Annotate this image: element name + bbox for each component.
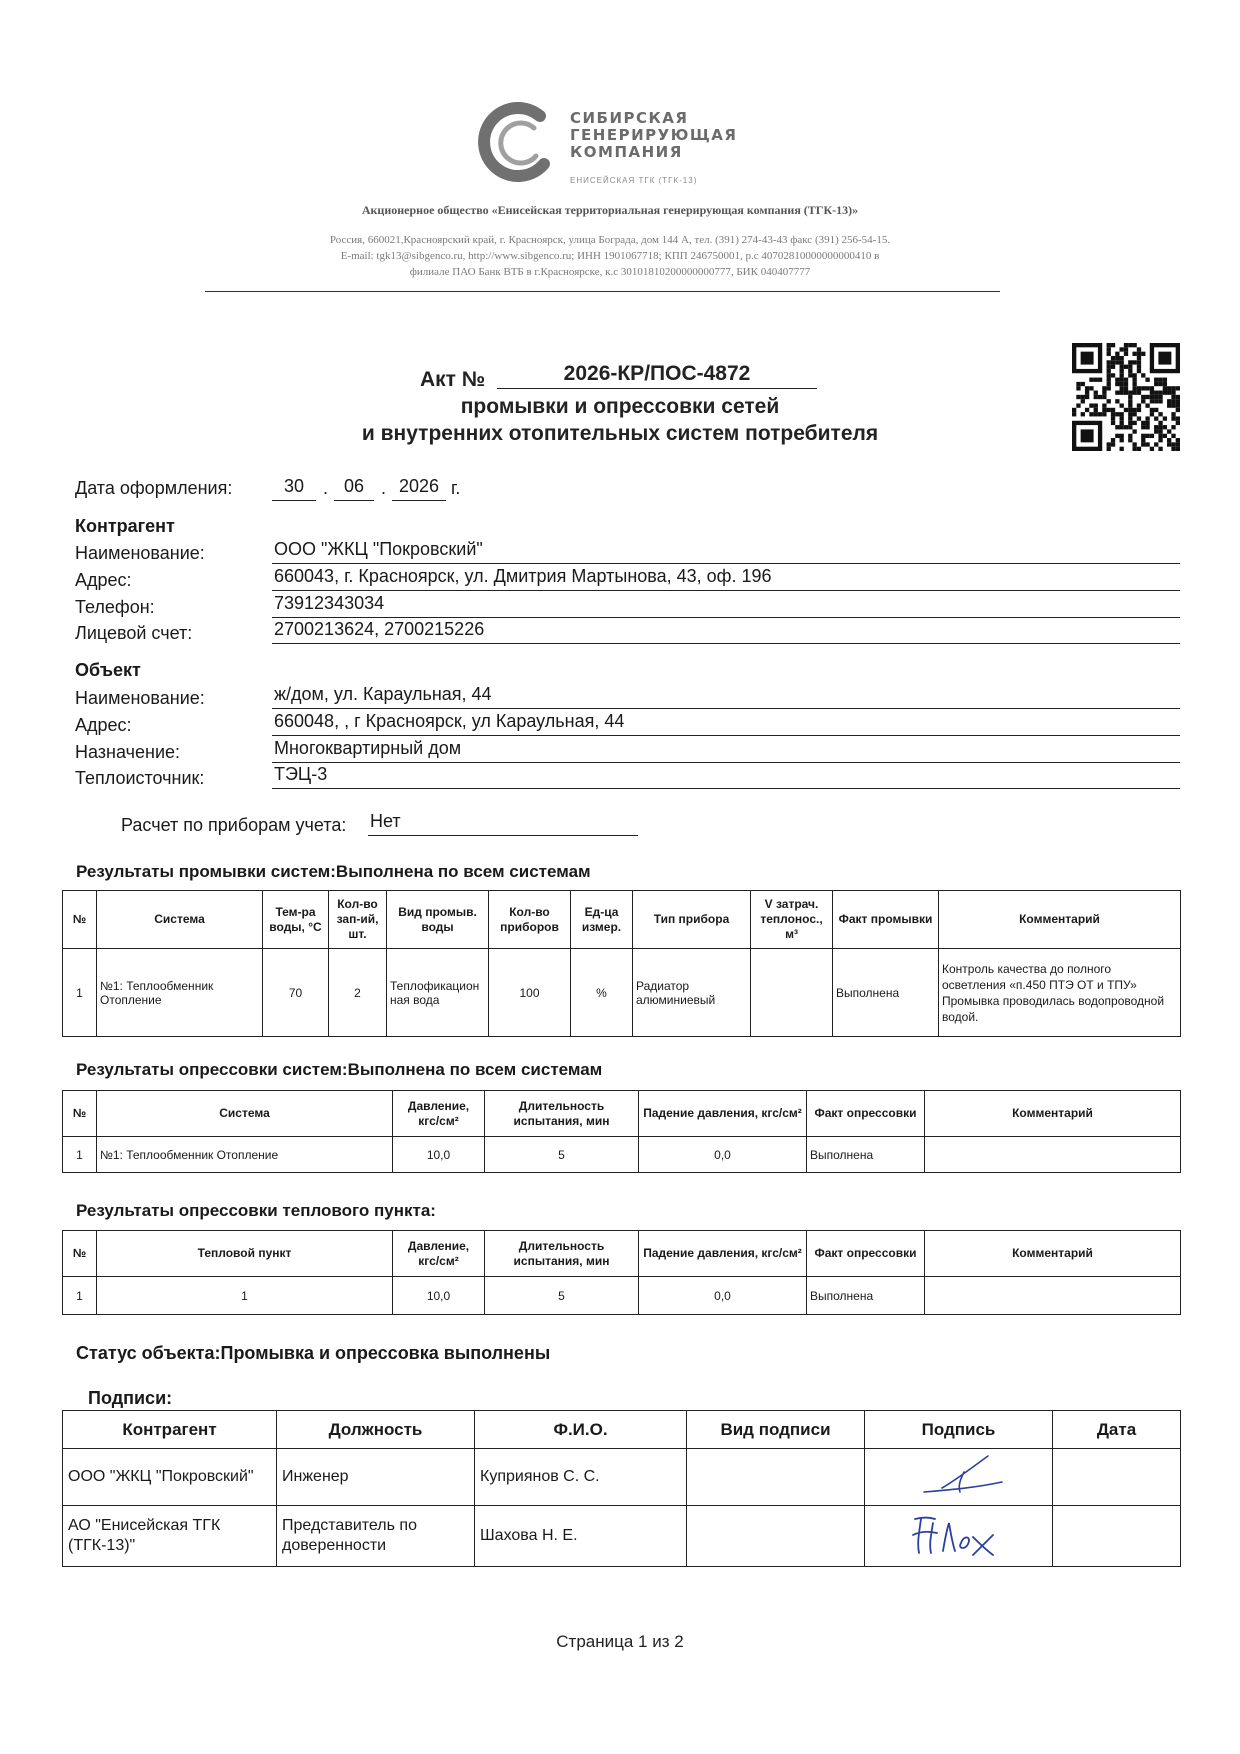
signatures-header-row: [63, 1411, 1181, 1449]
col-pressure: Давление, кгс/см²: [393, 1091, 485, 1137]
col-date: Дата: [1053, 1411, 1181, 1449]
cell-signature-kind: [687, 1449, 865, 1506]
cell-count: 2: [329, 949, 387, 1037]
cell-pressure: 10,0: [393, 1137, 485, 1173]
col-water: Вид промыв. воды: [387, 891, 489, 949]
heat-point-section-title: Результаты опрессовки теплового пункта:: [76, 1201, 436, 1220]
object-status: Статус объекта:Промывка и опрессовка выполнены: [76, 1343, 551, 1363]
cell-fact: Выполнена: [807, 1277, 925, 1315]
cell-num: 1: [63, 1277, 97, 1315]
cell-system: №1: Теплообменник Отопление: [97, 1137, 393, 1173]
pressure-table: [62, 1090, 1181, 1173]
cell-system: №1: Теплообменник Отопление: [97, 949, 263, 1037]
col-fact: Факт опрессовки: [807, 1091, 925, 1137]
object-section-title: Объект: [75, 660, 141, 680]
cell-signature: [865, 1506, 1053, 1567]
qr-code-icon: [1072, 343, 1180, 451]
contractor-account-value: 2700213624, 2700215226: [272, 619, 1180, 644]
date-year: 2026: [392, 476, 446, 501]
contractor-address-label: Адрес:: [75, 570, 132, 590]
date-sep-1: .: [323, 478, 329, 498]
cell-comment: Контроль качества до полного осветления «п.450 ПТЭ ОТ и ТПУ» Промывка проводилась водопроводной водой.: [939, 949, 1181, 1037]
flushing-section-title: Результаты промывки систем:Выполнена по всем системам: [76, 862, 591, 881]
flushing-table: [62, 890, 1181, 1037]
cell-point: 1: [97, 1277, 393, 1315]
cell-fio: Куприянов С. С.: [475, 1449, 687, 1506]
cell-devices: 100: [489, 949, 571, 1037]
date-day: 30: [272, 476, 316, 501]
metering-value: Нет: [368, 811, 638, 836]
pressure-section-title: Результаты опрессовки систем:Выполнена по всем системам: [76, 1060, 603, 1079]
heat-point-table: [62, 1230, 1181, 1315]
logo-subtitle: ЕНИСЕЙСКАЯ ТГК (ТГК-13): [570, 176, 698, 185]
cell-device-type: Радиатор алюминиевый: [633, 949, 751, 1037]
cell-signature-kind: [687, 1506, 865, 1567]
table-row: [63, 1506, 1181, 1567]
contractor-address-value: 660043, г. Красноярск, ул. Дмитрия Мартынова, 43, оф. 196: [272, 566, 1180, 591]
date-month: 06: [334, 476, 374, 501]
signature-shakhova-icon: [899, 1509, 1019, 1557]
cell-date: [1053, 1506, 1181, 1567]
page-number: Страница 1 из 2: [556, 1632, 684, 1651]
contractor-name-value: ООО "ЖКЦ "Покровский": [272, 539, 1180, 564]
cell-temp: 70: [263, 949, 329, 1037]
cell-position: Инженер: [277, 1449, 475, 1506]
cell-pressure: 10,0: [393, 1277, 485, 1315]
col-num: №: [63, 891, 97, 949]
act-label: Акт №: [420, 368, 486, 391]
act-number: 2026-КР/ПОС-4872: [497, 362, 817, 389]
col-duration: Длительность испытания, мин: [485, 1231, 639, 1277]
cell-fact: Выполнена: [807, 1137, 925, 1173]
contractor-account-label: Лицевой счет:: [75, 623, 193, 643]
signatures-table: [62, 1410, 1181, 1567]
col-num: №: [63, 1231, 97, 1277]
col-position: Должность: [277, 1411, 475, 1449]
contractor-name-label: Наименование:: [75, 543, 205, 563]
col-num: №: [63, 1091, 97, 1137]
cell-num: 1: [63, 949, 97, 1037]
cell-drop: 0,0: [639, 1137, 807, 1173]
company-logo: [478, 102, 798, 192]
col-pressure: Давление, кгс/см²: [393, 1231, 485, 1277]
col-signature: Подпись: [865, 1411, 1053, 1449]
col-fio: Ф.И.О.: [475, 1411, 687, 1449]
header-divider: [205, 291, 1000, 292]
cell-duration: 5: [485, 1277, 639, 1315]
date-label: Дата оформления:: [75, 478, 233, 498]
contractor-phone-label: Телефон:: [75, 597, 155, 617]
cell-fact: Выполнена: [833, 949, 939, 1037]
company-requisites: Россия, 660021,Красноярский край, г. Красноярск, улица Бограда, дом 144 А, тел. (391) 274-43-43 факс (391) 256-54-15. E-mail: tgk13@sibgenco.ru, http://www.sibgenco.ru; ИНН 1901067718; КПП 246750001, р.с 40702810000000000410 в филиале ПАО Банк ВТБ в г.Красноярске, к.с 30101810200000000777, БИК 040407777: [329, 234, 891, 278]
col-unit: Ед-ца измер.: [571, 891, 633, 949]
metering-label: Расчет по приборам учета:: [121, 815, 347, 835]
object-purpose-label: Назначение:: [75, 742, 181, 762]
cell-num: 1: [63, 1137, 97, 1173]
col-drop: Падение давления, кгс/см²: [639, 1231, 807, 1277]
cell-volume: [751, 949, 833, 1037]
object-name-value: ж/дом, ул. Караульная, 44: [272, 684, 1180, 709]
date-sep-2: .: [381, 478, 387, 498]
col-comment: Комментарий: [925, 1231, 1181, 1277]
cell-water: Теплофикационная вода: [387, 949, 489, 1037]
logo-arc-icon: [478, 102, 562, 186]
object-purpose-value: Многоквартирный дом: [272, 738, 1180, 763]
date-suffix: г.: [451, 478, 461, 498]
object-source-label: Теплоисточник:: [75, 768, 205, 788]
col-comment: Комментарий: [939, 891, 1181, 949]
table-row: [63, 949, 1181, 1037]
col-signature-kind: Вид подписи: [687, 1411, 865, 1449]
table-row: [63, 1277, 1181, 1315]
cell-signature: [865, 1449, 1053, 1506]
pressure-header-row: [63, 1091, 1181, 1137]
table-row: [63, 1449, 1181, 1506]
flushing-header-row: [63, 891, 1181, 949]
cell-duration: 5: [485, 1137, 639, 1173]
contractor-section-title: Контрагент: [75, 516, 175, 536]
object-name-label: Наименование:: [75, 688, 205, 708]
col-system: Система: [97, 1091, 393, 1137]
col-drop: Падение давления, кгс/см²: [639, 1091, 807, 1137]
act-title-line2: промывки и опрессовки сетей: [460, 395, 780, 418]
col-party: Контрагент: [63, 1411, 277, 1449]
cell-comment: [925, 1137, 1181, 1173]
cell-position: Представитель по доверенности: [277, 1506, 475, 1567]
company-name: Акционерное общество «Енисейская территориальная генерирующая компания (ТГК-13)»: [361, 203, 859, 217]
col-volume: V затрач. теплонос., м³: [751, 891, 833, 949]
cell-date: [1053, 1449, 1181, 1506]
cell-party: АО "Енисейская ТГК (ТГК-13)": [63, 1506, 277, 1567]
cell-fio: Шахова Н. Е.: [475, 1506, 687, 1567]
col-system: Система: [97, 891, 263, 949]
cell-party: ООО "ЖКЦ "Покровский": [63, 1449, 277, 1506]
cell-comment: [925, 1277, 1181, 1315]
col-count: Кол-во зап-ий, шт.: [329, 891, 387, 949]
table-row: [63, 1137, 1181, 1173]
col-point: Тепловой пункт: [97, 1231, 393, 1277]
col-devices: Кол-во приборов: [489, 891, 571, 949]
object-address-label: Адрес:: [75, 715, 132, 735]
act-title-line3: и внутренних отопительных систем потребителя: [361, 422, 879, 445]
signatures-title: Подписи:: [88, 1388, 173, 1408]
col-fact: Факт опрессовки: [807, 1231, 925, 1277]
signature-kupriyanov-icon: [904, 1452, 1014, 1496]
object-address-value: 660048, , г Красноярск, ул Караульная, 44: [272, 711, 1180, 736]
heat-point-header-row: [63, 1231, 1181, 1277]
col-device-type: Тип прибора: [633, 891, 751, 949]
col-temp: Тем-ра воды, °С: [263, 891, 329, 949]
contractor-phone-value: 73912343034: [272, 593, 1180, 618]
col-duration: Длительность испытания, мин: [485, 1091, 639, 1137]
cell-unit: %: [571, 949, 633, 1037]
cell-drop: 0,0: [639, 1277, 807, 1315]
logo-wordmark: СИБИРСКАЯ ГЕНЕРИРУЮЩАЯ КОМПАНИЯ: [570, 109, 738, 161]
col-fact: Факт промывки: [833, 891, 939, 949]
object-source-value: ТЭЦ-3: [272, 764, 1180, 789]
col-comment: Комментарий: [925, 1091, 1181, 1137]
